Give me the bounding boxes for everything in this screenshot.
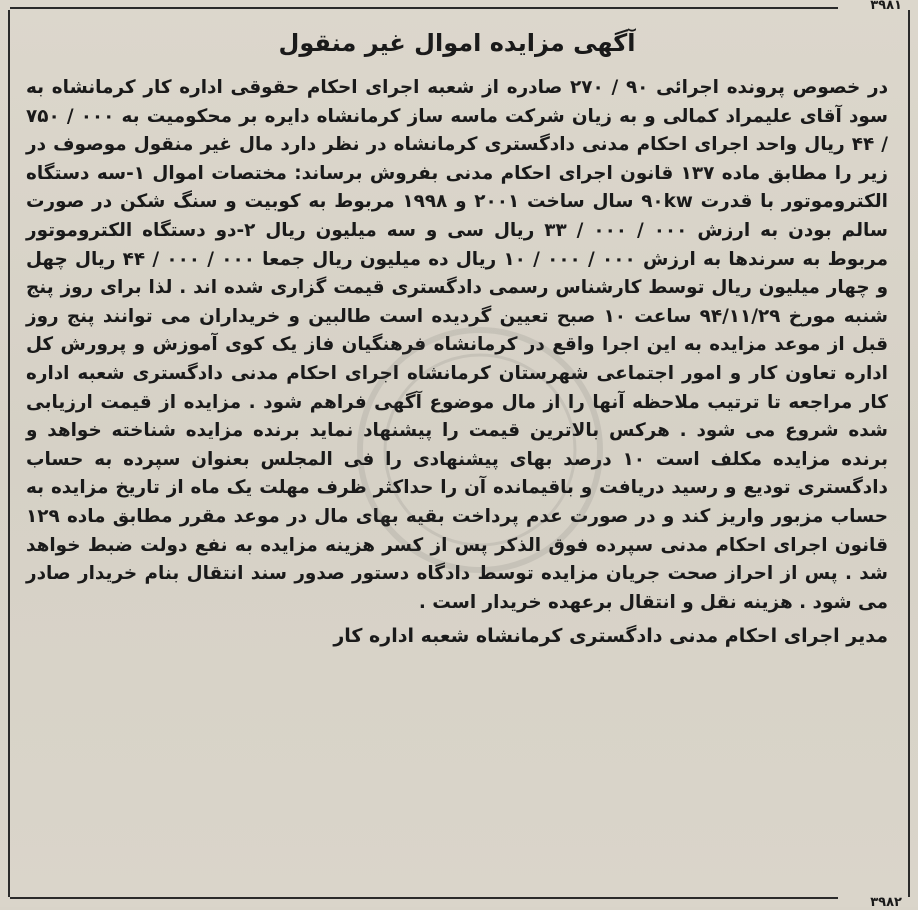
- frame-right-border: [908, 10, 910, 897]
- top-ad-number: ۳۹۸۱: [870, 0, 902, 13]
- top-border: [0, 0, 918, 14]
- notice-signature: مدیر اجرای احکام مدنی دادگستری کرمانشاه شعبه اداره کار: [333, 625, 888, 648]
- bottom-rule: [10, 897, 838, 899]
- frame-left-border: [8, 10, 10, 897]
- top-rule: [10, 7, 838, 9]
- notice-content: [26, 18, 888, 651]
- notice-body: در خصوص پرونده اجرائی ۹۰ / ۲۷۰ صادره از شعبه اجرای احکام حقوقی اداره کار کرمانشاه به سود آقای علیمراد کمالی و به زیان شرکت ماسه ساز کرمانشاه دایره بر محکومیت به ۰۰۰ / ۷۵۰ / ۴۴ ریال واحد اجرای احکام مدنی دادگستری کرمانشاه در نظر دارد مال غیر منقول موصوف در زیر را مطابق ماده ۱۳۷ قانون اجرای احکام مدنی بفروش برساند: مختصات اموال ۱-سه دستگاه الکتروموتور با قدرت ۹۰kw سال ساخت ۲۰۰۱ و ۱۹۹۸ مربوط به کوبیت و سنگ شکن در صورت سالم بودن به ارزش ۰۰۰ / ۰۰۰ / ۳۳ ریال سی و سه میلیون ریال ۲-دو دستگاه الکتروموتور مربوط به سرندها به ارزش ۰۰۰ / ۰۰۰ / ۱۰ ریال ده میلیون ریال جمعا ۰۰۰ / ۰۰۰ / ۴۴ ریال چهل و چهار میلیون ریال توسط کارشناس رسمی دادگستری قیمت گزاری شده اند . لذا برای روز پنج شنبه مورخ ۹۴/۱۱/۲۹ ساعت ۱۰ صبح تعیین گردیده است طالبین و خریداران می توانند پنج روز قبل از موعد مزایده به این اجرا واقع در کرمانشاه فرهنگیان فاز یک کوی آموزش و پرورش کل اداره تعاون کار و امور اجتماعی شهرستان کرمانشاه اجرای احکام مدنی دادگستری شعبه اداره کار مراجعه تا ترتیب ملاحظه آنها را از مال موضوع آگهی فراهم شود . مزایده از قیمت ارزیابی شده شروع می شود . هرکس بالاترین قیمت را پیشنهاد نماید برنده مزایده شناخته خواهد و برنده مزایده مکلف است ۱۰ درصد بهای پیشنهادی را فی المجلس بعنوان سپرده به حساب دادگستری تودیع و رسید دریافت و باقیمانده آن را حداکثر ظرف مهلت یک ماه از تاریخ مزایده به حساب مزبور واریز کند و در صورت عدم پرداخت بقیه بهای مال در موعد مقرر مطابق ماده ۱۲۹ قانون اجرای احکام مدنی سپرده فوق الذکر پس از کسر هزینه مزایده به نفع دولت ضبط خواهد شد . پس از احراز صحت جریان مزایده توسط دادگاه دستور صدور سند انتقال بنام خریدار صادر می شود . هزینه نقل و انتقال برعهده خریدار است .: [26, 77, 889, 613]
- notice-title: آگهی مزایده اموال غیر منقول: [278, 29, 636, 57]
- bottom-ad-number: ۳۹۸۲: [870, 895, 902, 910]
